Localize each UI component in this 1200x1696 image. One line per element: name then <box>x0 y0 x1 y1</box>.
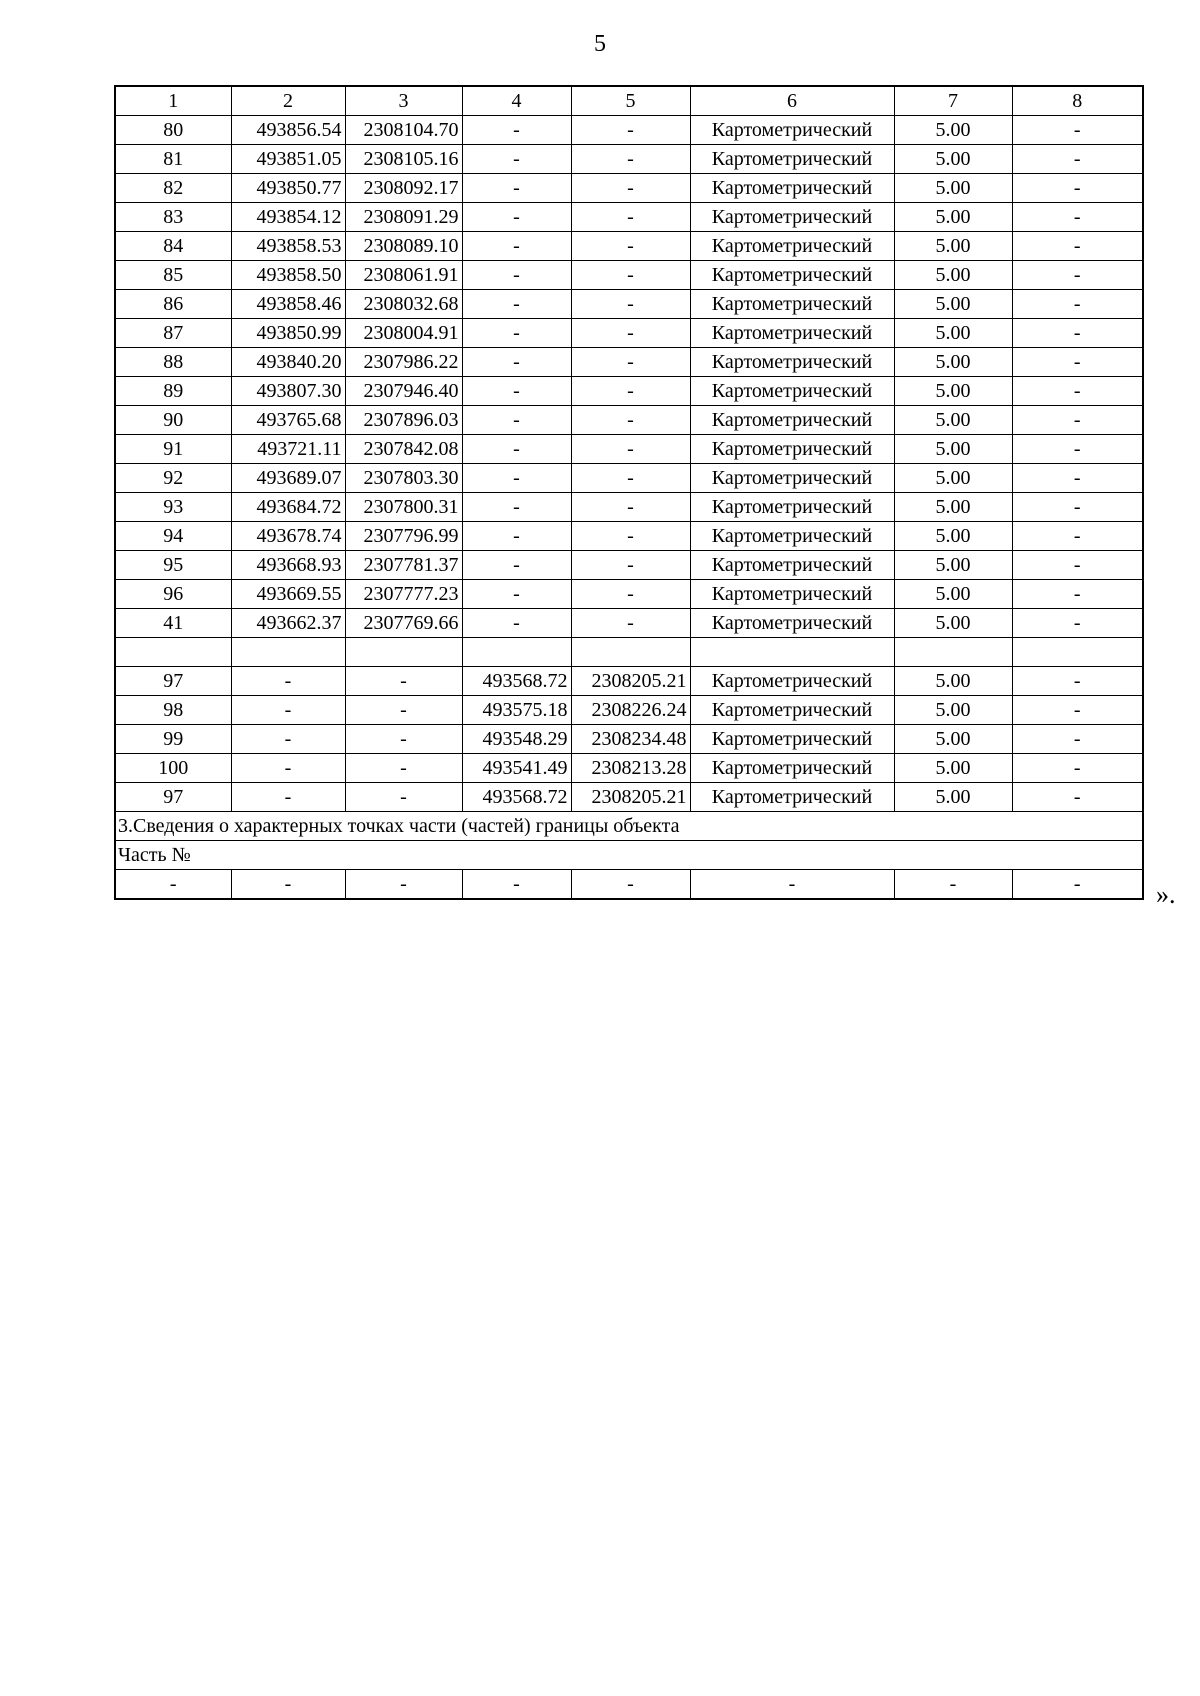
empty-cell <box>462 638 571 667</box>
cell-col-7: 5.00 <box>894 580 1012 609</box>
cell-col-6: - <box>690 870 894 900</box>
cell-col-6: Картометрический <box>690 725 894 754</box>
cell-col-8: - <box>1012 319 1143 348</box>
cell-col-4: - <box>462 116 571 145</box>
cell-col-5: - <box>571 551 690 580</box>
cell-col-5: - <box>571 290 690 319</box>
cell-col-2: 493858.50 <box>231 261 345 290</box>
table-row <box>115 435 1143 464</box>
cell-col-5: - <box>571 870 690 900</box>
cell-col-7: 5.00 <box>894 203 1012 232</box>
cell-col-6: Картометрический <box>690 522 894 551</box>
table-row <box>115 464 1143 493</box>
cell-col-5: - <box>571 406 690 435</box>
table-row <box>115 232 1143 261</box>
cell-col-3: 2308104.70 <box>345 116 462 145</box>
header-row <box>115 86 1143 116</box>
page-number: 5 <box>594 31 606 57</box>
cell-col-2: 493765.68 <box>231 406 345 435</box>
cell-col-2: 493668.93 <box>231 551 345 580</box>
table-row <box>115 261 1143 290</box>
cell-col-1: 96 <box>115 580 231 609</box>
coordinates-table <box>114 85 1144 900</box>
cell-col-2: 493858.46 <box>231 290 345 319</box>
cell-col-7: 5.00 <box>894 348 1012 377</box>
table-row <box>115 145 1143 174</box>
cell-col-4: - <box>462 203 571 232</box>
cell-col-6: Картометрический <box>690 377 894 406</box>
cell-col-6: Картометрический <box>690 609 894 638</box>
cell-col-2: 493850.99 <box>231 319 345 348</box>
cell-col-3: 2308091.29 <box>345 203 462 232</box>
cell-col-2: 493669.55 <box>231 580 345 609</box>
cell-col-3: - <box>345 696 462 725</box>
cell-col-3: 2308061.91 <box>345 261 462 290</box>
cell-col-2: 493856.54 <box>231 116 345 145</box>
cell-col-4: - <box>462 464 571 493</box>
cell-col-5: - <box>571 174 690 203</box>
cell-col-6: Картометрический <box>690 319 894 348</box>
cell-col-2: 493850.77 <box>231 174 345 203</box>
cell-col-4: - <box>462 290 571 319</box>
cell-col-4: - <box>462 609 571 638</box>
cell-col-1: 98 <box>115 696 231 725</box>
cell-col-3: - <box>345 783 462 812</box>
cell-col-5: 2308226.24 <box>571 696 690 725</box>
cell-col-8: - <box>1012 290 1143 319</box>
cell-col-7: 5.00 <box>894 290 1012 319</box>
cell-col-1: 97 <box>115 783 231 812</box>
cell-col-1: 88 <box>115 348 231 377</box>
cell-col-8: - <box>1012 522 1143 551</box>
cell-col-4: - <box>462 406 571 435</box>
cell-col-7: 5.00 <box>894 116 1012 145</box>
cell-col-2: - <box>231 725 345 754</box>
cell-col-3: 2308032.68 <box>345 290 462 319</box>
table-row <box>115 522 1143 551</box>
cell-col-7: 5.00 <box>894 232 1012 261</box>
cell-col-5: 2308205.21 <box>571 667 690 696</box>
cell-col-1: 92 <box>115 464 231 493</box>
cell-col-8: 8 <box>1012 86 1143 116</box>
cell-col-1: 95 <box>115 551 231 580</box>
cell-col-3: 2307781.37 <box>345 551 462 580</box>
cell-col-3: - <box>345 667 462 696</box>
cell-col-7: 5.00 <box>894 667 1012 696</box>
cell-col-5: - <box>571 145 690 174</box>
cell-col-6: Картометрический <box>690 348 894 377</box>
table-row <box>115 116 1143 145</box>
empty-cell <box>115 638 231 667</box>
cell-col-5: - <box>571 522 690 551</box>
cell-col-1: 83 <box>115 203 231 232</box>
table-body <box>115 86 1143 899</box>
cell-col-3: 2307986.22 <box>345 348 462 377</box>
cell-col-1: 99 <box>115 725 231 754</box>
cell-col-6: Картометрический <box>690 145 894 174</box>
section-title: 3.Сведения о характерных точках части (частей) границы объекта <box>115 812 1143 841</box>
cell-col-5: - <box>571 493 690 522</box>
table-row <box>115 348 1143 377</box>
cell-col-2: 493807.30 <box>231 377 345 406</box>
cell-col-3: 2308105.16 <box>345 145 462 174</box>
empty-cell <box>894 638 1012 667</box>
cell-col-1: 82 <box>115 174 231 203</box>
cell-col-7: 5.00 <box>894 725 1012 754</box>
cell-col-7: 5.00 <box>894 145 1012 174</box>
cell-col-6: Картометрический <box>690 464 894 493</box>
cell-col-7: 5.00 <box>894 522 1012 551</box>
table-row <box>115 783 1143 812</box>
cell-col-8: - <box>1012 725 1143 754</box>
cell-col-6: Картометрический <box>690 203 894 232</box>
table-row <box>115 203 1143 232</box>
cell-col-4: 493548.29 <box>462 725 571 754</box>
cell-col-4: 4 <box>462 86 571 116</box>
cell-col-7: 5.00 <box>894 464 1012 493</box>
cell-col-6: Картометрический <box>690 174 894 203</box>
cell-col-8: - <box>1012 406 1143 435</box>
cell-col-6: Картометрический <box>690 551 894 580</box>
cell-col-8: - <box>1012 493 1143 522</box>
cell-col-4: - <box>462 261 571 290</box>
cell-col-5: - <box>571 116 690 145</box>
cell-col-4: - <box>462 377 571 406</box>
cell-col-5: 2308213.28 <box>571 754 690 783</box>
table-row <box>115 319 1143 348</box>
empty-cell <box>345 638 462 667</box>
cell-col-6: 6 <box>690 86 894 116</box>
cell-col-3: - <box>345 754 462 783</box>
cell-col-4: 493568.72 <box>462 783 571 812</box>
cell-col-5: - <box>571 580 690 609</box>
cell-col-6: Картометрический <box>690 493 894 522</box>
cell-col-8: - <box>1012 232 1143 261</box>
cell-col-7: 5.00 <box>894 261 1012 290</box>
cell-col-2: 493854.12 <box>231 203 345 232</box>
cell-col-7: 5.00 <box>894 783 1012 812</box>
cell-col-8: - <box>1012 667 1143 696</box>
cell-col-8: - <box>1012 580 1143 609</box>
empty-cell <box>690 638 894 667</box>
table-row <box>115 725 1143 754</box>
cell-col-1: 93 <box>115 493 231 522</box>
cell-col-4: 493575.18 <box>462 696 571 725</box>
table-row <box>115 406 1143 435</box>
cell-col-5: - <box>571 232 690 261</box>
cell-col-8: - <box>1012 348 1143 377</box>
table-row <box>115 754 1143 783</box>
cell-col-1: 97 <box>115 667 231 696</box>
cell-col-6: Картометрический <box>690 290 894 319</box>
cell-col-6: Картометрический <box>690 783 894 812</box>
cell-col-5: 5 <box>571 86 690 116</box>
cell-col-5: - <box>571 377 690 406</box>
table-row <box>115 696 1143 725</box>
cell-col-8: - <box>1012 464 1143 493</box>
cell-col-4: - <box>462 232 571 261</box>
cell-col-2: 493858.53 <box>231 232 345 261</box>
cell-col-4: - <box>462 145 571 174</box>
cell-col-8: - <box>1012 203 1143 232</box>
cell-col-7: 5.00 <box>894 551 1012 580</box>
cell-col-3: 2307896.03 <box>345 406 462 435</box>
cell-col-3: 2307769.66 <box>345 609 462 638</box>
cell-col-2: 493684.72 <box>231 493 345 522</box>
cell-col-1: - <box>115 870 231 900</box>
table-row <box>115 377 1143 406</box>
cell-col-6: Картометрический <box>690 696 894 725</box>
cell-col-6: Картометрический <box>690 435 894 464</box>
cell-col-1: 94 <box>115 522 231 551</box>
table-row <box>115 667 1143 696</box>
cell-col-2: 2 <box>231 86 345 116</box>
section-title-row <box>115 812 1143 841</box>
empty-cell <box>571 638 690 667</box>
cell-col-4: 493568.72 <box>462 667 571 696</box>
cell-col-2: - <box>231 667 345 696</box>
cell-col-3: 2307796.99 <box>345 522 462 551</box>
cell-col-5: - <box>571 464 690 493</box>
cell-col-2: 493689.07 <box>231 464 345 493</box>
cell-col-3: 2307803.30 <box>345 464 462 493</box>
cell-col-6: Картометрический <box>690 667 894 696</box>
cell-col-5: - <box>571 203 690 232</box>
cell-col-8: - <box>1012 145 1143 174</box>
cell-col-5: - <box>571 609 690 638</box>
cell-col-2: - <box>231 783 345 812</box>
cell-col-3: 2307800.31 <box>345 493 462 522</box>
cell-col-6: Картометрический <box>690 116 894 145</box>
cell-col-1: 84 <box>115 232 231 261</box>
cell-col-1: 81 <box>115 145 231 174</box>
table-row <box>115 609 1143 638</box>
cell-col-4: - <box>462 319 571 348</box>
cell-col-3: - <box>345 725 462 754</box>
cell-col-7: 5.00 <box>894 406 1012 435</box>
cell-col-1: 91 <box>115 435 231 464</box>
cell-col-2: 493721.11 <box>231 435 345 464</box>
cell-col-5: - <box>571 435 690 464</box>
cell-col-8: - <box>1012 435 1143 464</box>
cell-col-2: 493678.74 <box>231 522 345 551</box>
table-row <box>115 290 1143 319</box>
cell-col-3: 2307777.23 <box>345 580 462 609</box>
cell-col-6: Картометрический <box>690 261 894 290</box>
cell-col-8: - <box>1012 870 1143 900</box>
part-label: Часть № <box>115 841 1143 870</box>
cell-col-7: 5.00 <box>894 377 1012 406</box>
cell-col-8: - <box>1012 754 1143 783</box>
cell-col-6: Картометрический <box>690 580 894 609</box>
cell-col-3: 3 <box>345 86 462 116</box>
cell-col-1: 85 <box>115 261 231 290</box>
cell-col-4: 493541.49 <box>462 754 571 783</box>
cell-col-8: - <box>1012 783 1143 812</box>
cell-col-7: 5.00 <box>894 493 1012 522</box>
cell-col-7: 5.00 <box>894 174 1012 203</box>
cell-col-1: 86 <box>115 290 231 319</box>
cell-col-3: 2307842.08 <box>345 435 462 464</box>
cell-col-4: - <box>462 493 571 522</box>
cell-col-7: 5.00 <box>894 609 1012 638</box>
cell-col-8: - <box>1012 551 1143 580</box>
empty-row <box>115 638 1143 667</box>
empty-cell <box>231 638 345 667</box>
cell-col-7: 7 <box>894 86 1012 116</box>
cell-col-6: Картометрический <box>690 232 894 261</box>
cell-col-7: - <box>894 870 1012 900</box>
cell-col-5: - <box>571 261 690 290</box>
cell-col-3: 2308089.10 <box>345 232 462 261</box>
cell-col-1: 87 <box>115 319 231 348</box>
cell-col-3: 2308004.91 <box>345 319 462 348</box>
cell-col-1: 89 <box>115 377 231 406</box>
cell-col-5: 2308234.48 <box>571 725 690 754</box>
cell-col-2: 493662.37 <box>231 609 345 638</box>
cell-col-1: 90 <box>115 406 231 435</box>
cell-col-4: - <box>462 522 571 551</box>
cell-col-3: - <box>345 870 462 900</box>
cell-col-2: 493851.05 <box>231 145 345 174</box>
empty-cell <box>1012 638 1143 667</box>
cell-col-5: - <box>571 319 690 348</box>
cell-col-1: 41 <box>115 609 231 638</box>
cell-col-4: - <box>462 348 571 377</box>
cell-col-6: Картометрический <box>690 406 894 435</box>
table-row <box>115 551 1143 580</box>
cell-col-6: Картометрический <box>690 754 894 783</box>
cell-col-8: - <box>1012 174 1143 203</box>
cell-col-2: - <box>231 754 345 783</box>
table-row <box>115 580 1143 609</box>
cell-col-2: - <box>231 696 345 725</box>
cell-col-4: - <box>462 174 571 203</box>
cell-col-4: - <box>462 551 571 580</box>
closing-quote: ». <box>1156 880 1176 909</box>
cell-col-4: - <box>462 580 571 609</box>
cell-col-5: - <box>571 348 690 377</box>
final-row <box>115 870 1143 900</box>
cell-col-5: 2308205.21 <box>571 783 690 812</box>
cell-col-1: 1 <box>115 86 231 116</box>
table-row <box>115 174 1143 203</box>
cell-col-1: 100 <box>115 754 231 783</box>
cell-col-8: - <box>1012 609 1143 638</box>
cell-col-8: - <box>1012 116 1143 145</box>
cell-col-8: - <box>1012 261 1143 290</box>
table-row <box>115 493 1143 522</box>
cell-col-3: 2308092.17 <box>345 174 462 203</box>
cell-col-4: - <box>462 870 571 900</box>
part-label-row <box>115 841 1143 870</box>
cell-col-3: 2307946.40 <box>345 377 462 406</box>
cell-col-8: - <box>1012 377 1143 406</box>
cell-col-7: 5.00 <box>894 435 1012 464</box>
cell-col-7: 5.00 <box>894 696 1012 725</box>
cell-col-1: 80 <box>115 116 231 145</box>
cell-col-2: 493840.20 <box>231 348 345 377</box>
cell-col-7: 5.00 <box>894 754 1012 783</box>
cell-col-8: - <box>1012 696 1143 725</box>
cell-col-2: - <box>231 870 345 900</box>
cell-col-4: - <box>462 435 571 464</box>
cell-col-7: 5.00 <box>894 319 1012 348</box>
